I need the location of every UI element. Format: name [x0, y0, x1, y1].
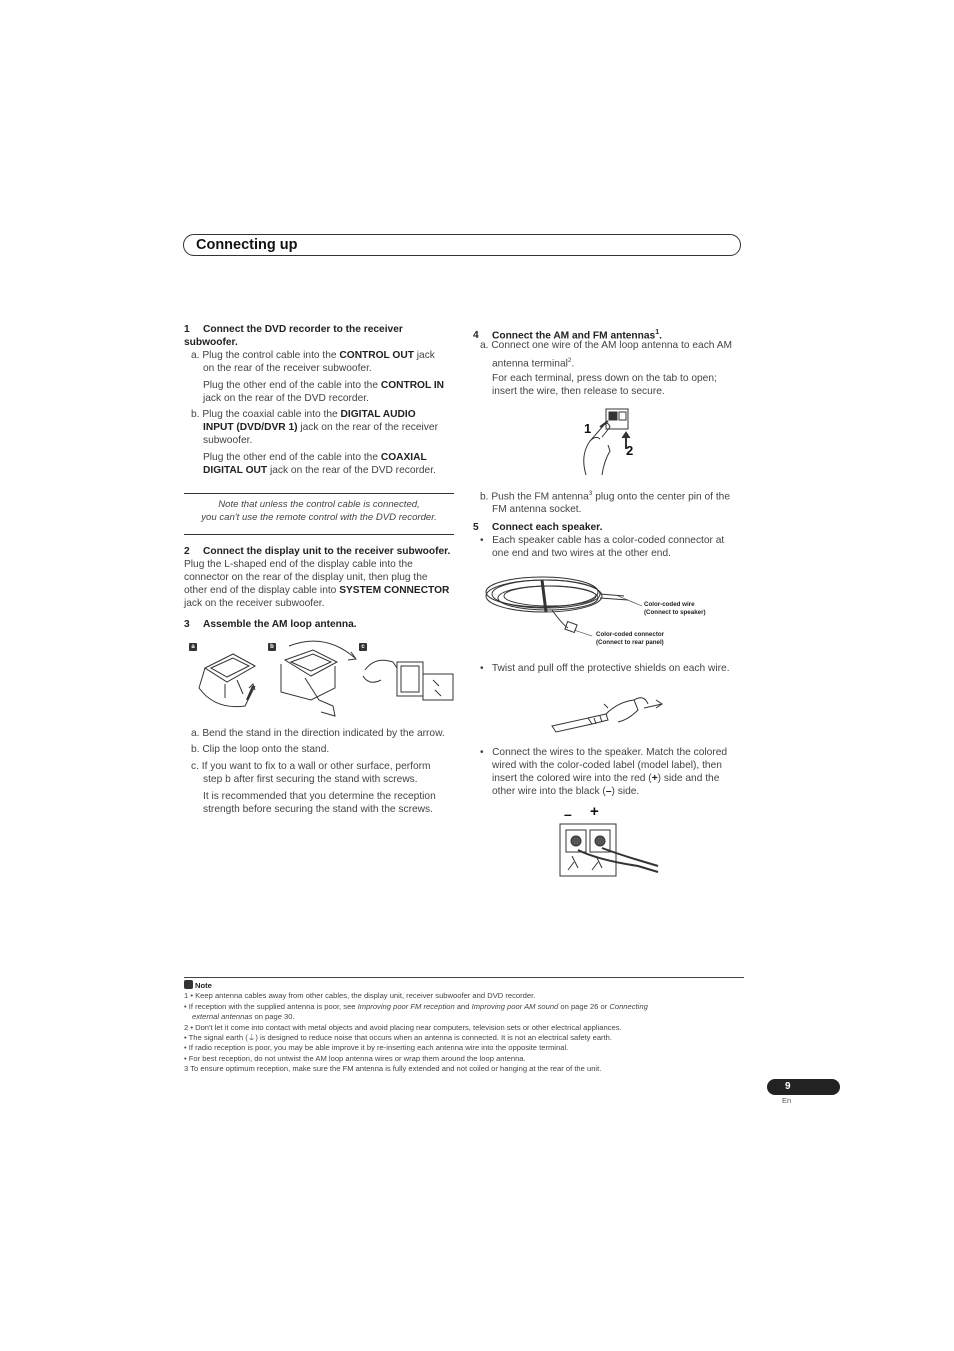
- label-color-coded-wire: Color-coded wire (Connect to speaker): [644, 601, 706, 616]
- step4-title: 4 Connect the AM and FM antennas$^1$.: [473, 329, 662, 342]
- figure-step-1: 1: [584, 421, 592, 436]
- figure-label-c: c: [359, 643, 367, 651]
- label-color-coded-connector: Color-coded connector (Connect to rear panel): [596, 631, 665, 646]
- step2-title: 2 Connect the display unit to the receiver subwoofer.: [184, 546, 451, 557]
- step4-b: b. Push the FM antenna$^3$ plug onto the center pin of the FM antenna socket.: [480, 490, 731, 516]
- step2-body: Plug the L-shaped end of the display cable into the connector on the rear of the display unit, then plug the other end of the display cable into SYSTEM CONNECTOR jack on the receiver subwoofer.: [184, 559, 450, 609]
- step1-b: b. Plug the coaxial cable into the DIGITAL AUDIO INPUT (DVD/DVR 1) jack on the rear of the receiver subwoofer.: [191, 409, 438, 446]
- step1-a2: Plug the other end of the cable into the CONTROL IN jack on the rear of the DVD recorder.: [203, 380, 445, 404]
- step3-c2: It is recommended that you determine the reception strength before securing the stand with the screws.: [203, 791, 436, 815]
- step1-title: 1 Connect the DVD recorder to the receiver subwoofer.: [184, 324, 403, 348]
- figure-label-b: b: [268, 643, 276, 651]
- step1-a: a. Plug the control cable into the CONTROL OUT jack on the rear of the receiver subwoofer.: [191, 350, 435, 374]
- remote-control-note: Note that unless the control cable is connected, you can't use the remote control with the DVD recorder.: [184, 493, 454, 535]
- page-number: 9: [767, 1079, 840, 1095]
- figure-step-2: 2: [626, 443, 634, 458]
- page-title: Connecting up: [196, 237, 298, 253]
- step4-a2: For each terminal, press down on the tab to open; insert the wire, then release to secure.: [492, 373, 717, 397]
- step3-a: a. Bend the stand in the direction indicated by the arrow.: [191, 728, 445, 739]
- step3-b: b. Clip the loop onto the stand.: [191, 744, 330, 755]
- am-loop-antenna-illustration: [185, 640, 460, 720]
- note-icon: [184, 980, 193, 989]
- step3-title: 3 Assemble the AM loop antenna.: [184, 619, 357, 630]
- step1-b2: Plug the other end of the cable into the COAXIAL DIGITAL OUT jack on the rear of the DVD recorder.: [203, 452, 436, 476]
- step4-a: a. Connect one wire of the AM loop antenna to each AM antenna terminal$^2$.: [480, 340, 733, 370]
- step5-bullet-3: • Connect the wires to the speaker. Match the colored wired with the color-coded label (model label), then insert the colored wire into the red (+) side and the other wire into the black (–) side.: [480, 747, 728, 797]
- step5-bullet-2: • Twist and pull off the protective shields on each wire.: [480, 663, 730, 674]
- step3-c: c. If you want to fix to a wall or other surface, perform step b after first securing the stand with screws.: [191, 761, 431, 785]
- figure-label-a: a: [189, 643, 197, 651]
- twist-wire-illustration: [548, 688, 668, 738]
- step5-title: 5 Connect each speaker.: [473, 522, 603, 533]
- speaker-terminal-illustration: [558, 810, 660, 878]
- plus-symbol: +: [590, 803, 599, 820]
- step5-bullet-1: • Each speaker cable has a color-coded connector at one end and two wires at the other end.: [480, 535, 725, 559]
- footnotes: Note 1 • Keep antenna cables away from other cables, the display unit, receiver subwoofer and DVD recorder. • If reception with the supplied antenna is poor, see Improving poor FM reception and Improving poor AM sound on page 26 or Connecting external antennas on page 30. 2 • Don't let it come into contact with metal objects and avoid placing near computers, television sets or other electrical appliances. • The signal earth (⏚) is designed to reduce noise that occurs when an antenna is connected. It is not an electrical safety earth. • If radio reception is poor, you may be able improve it by re-inserting each antenna wire into the opposite terminal. • For best reception, do not untwist the AM loop antenna wires or wrap them around the loop antenna. 3 To ensure optimum reception, make sure the FM antenna is fully extended and not coiled or hanging at the rear of the unit.: [184, 977, 744, 1075]
- page-language: En: [782, 1096, 792, 1105]
- note-heading: Note: [184, 980, 744, 991]
- minus-symbol: –: [564, 806, 572, 822]
- section-header: [183, 234, 741, 256]
- antenna-terminal-illustration: [578, 405, 638, 477]
